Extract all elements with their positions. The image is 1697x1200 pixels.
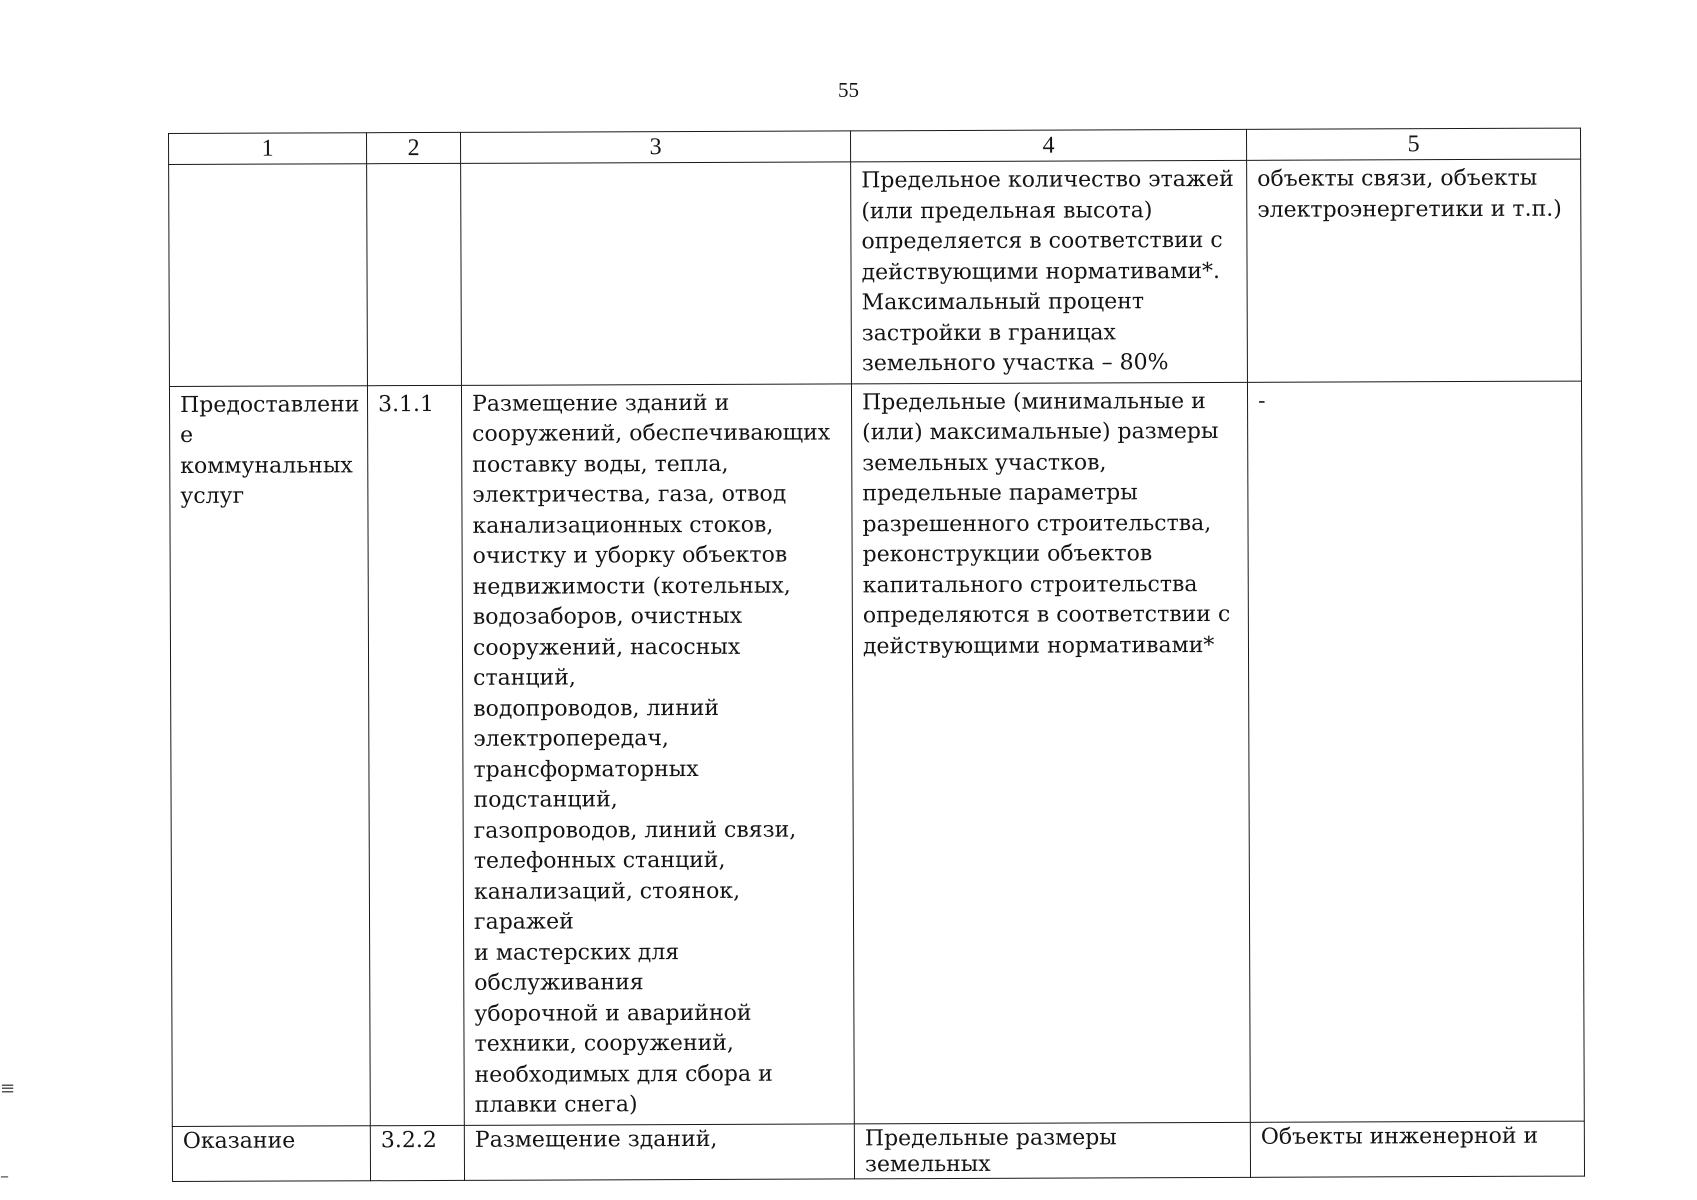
cell-parameters — [851, 382, 1250, 1124]
header-col-5: 5 — [1246, 128, 1580, 160]
margin-scan-mark: – — [0, 1166, 9, 1187]
regulations-table — [168, 128, 1585, 1182]
cell-description — [461, 383, 854, 1124]
cell-description — [464, 1123, 854, 1179]
cell-text: Предельные размеры земельных — [864, 1124, 1117, 1177]
cell-notes — [1247, 381, 1584, 1122]
cell-text: Предельное количество этажей (или предельная высота) определяется в соответствии с действующими нормативами*. Максимальный процент застройки в границах земельного участка – 80% — [861, 166, 1234, 377]
table-row-utilities — [169, 381, 1584, 1126]
page-number: 55 — [838, 78, 859, 102]
table-row-continuation — [169, 159, 1582, 386]
cell-text: Предельные (минимальные и (или) максимальные) размеры земельных участков, предельные параметры разрешенного строительства, реконструкции объектов капитального строительства определяются в соответствии с действующими нормативами* — [861, 388, 1231, 659]
cell-notes — [1247, 159, 1582, 382]
header-col-2: 2 — [367, 132, 461, 163]
cell-code — [367, 385, 464, 1125]
cell-text: - — [1257, 388, 1266, 414]
table-row-services — [172, 1121, 1584, 1181]
cell-land-use-type — [169, 385, 370, 1126]
cell-text — [179, 168, 356, 169]
cell-land-use-type — [169, 164, 368, 386]
cell-text: 3.1.1 — [377, 391, 435, 417]
cell-description — [461, 162, 852, 385]
cell-text: Объекты инженерной и — [1260, 1123, 1539, 1150]
header-col-3: 3 — [460, 131, 850, 163]
cell-text: 3.2.2 — [380, 1127, 437, 1153]
cell-text: Размещение зданий и сооружений, обеспечивающих поставку воды, тепла, электричества, газа, отвод канализационных стоков, очистку и уборку объектов недвижимости (котельных, водозаборов, очистных сооружений, насосных станций, водопроводов, линий электропередач, трансформаторных подстанций, газопроводов, линий связи, телефонных станций, канализаций, стоянок, гаражей и мастерских для обслуживания уборочной и аварийной техники, сооружений, необходимых для сбора и плавки снега) — [471, 390, 831, 1118]
header-col-4: 4 — [850, 129, 1246, 162]
cell-land-use-type — [172, 1125, 370, 1181]
cell-notes — [1250, 1121, 1584, 1177]
cell-text: Оказание — [182, 1128, 296, 1154]
cell-code — [370, 1125, 464, 1180]
cell-text: Размещение зданий, — [474, 1126, 718, 1153]
cell-text — [471, 166, 840, 167]
cell-parameters — [854, 1122, 1250, 1179]
header-col-1: 1 — [169, 133, 367, 165]
margin-scan-mark: ≡ — [0, 1078, 16, 1099]
cell-text: объекты связи, объекты электроэнергетики и т.п.) — [1257, 165, 1562, 223]
cell-parameters — [851, 160, 1248, 383]
cell-code — [367, 163, 462, 385]
cell-text: Предоставлени е коммунальных услуг — [179, 391, 360, 509]
